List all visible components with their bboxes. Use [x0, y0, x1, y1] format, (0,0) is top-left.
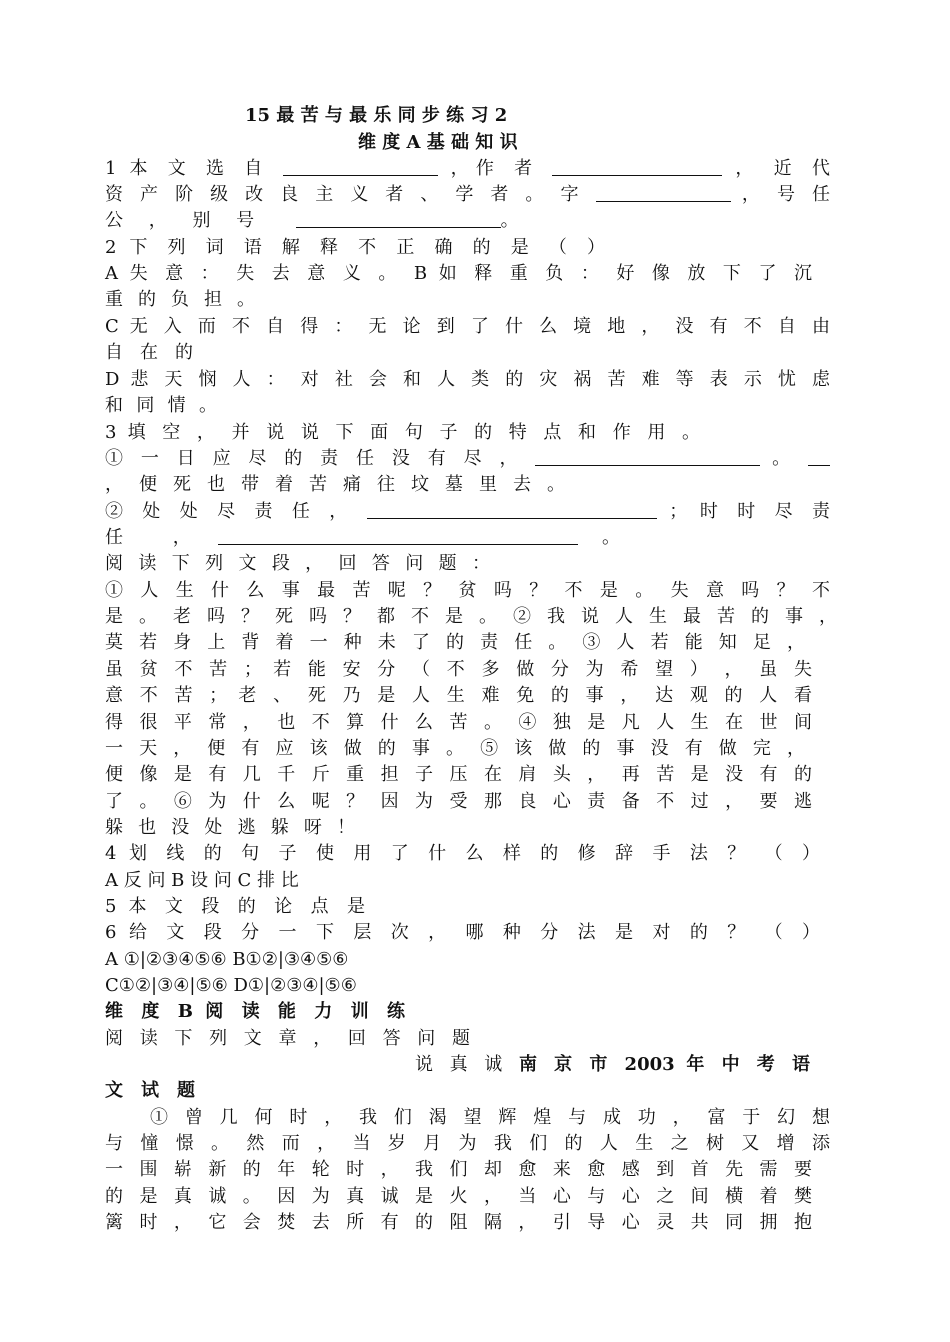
answer-blank-fill-2[interactable] [367, 500, 657, 519]
passage-line: 便 像 是 有 几 千 斤 重 担 子 压 在 肩 头 ， 再 苦 是 没 有 的 [105, 764, 812, 785]
passage-line: 虽 贫 不 苦 ； 若 能 安 分 （ 不 多 做 分 为 希 望 ） ， 虽 失 [105, 659, 812, 680]
section-a-heading: 维 度 A 基 础 知 识 [358, 132, 518, 153]
article-line: 一 围 崭 新 的 年 轮 时 ， 我 们 却 愈 来 愈 感 到 首 先 需 要 [105, 1159, 812, 1180]
answer-blank-fill-3[interactable] [218, 526, 578, 545]
question-3-item-2: ② 处 处 尽 责 任 ， ； 时 时 尽 责 [105, 501, 830, 522]
section-b-intro: 阅 读 下 列 文 章 ， 回 答 问 题 [105, 1028, 470, 1049]
question-2-option-a-b: A 失 意 ： 失 去 意 义 。 B 如 释 重 负 ： 好 像 放 下 了 沉 [105, 263, 812, 284]
question-2-option-d: D 悲 天 悯 人 ： 对 社 会 和 人 类 的 灾 祸 苦 难 等 表 示 忧 虑 [105, 369, 830, 390]
answer-blank-fill-1b[interactable] [808, 447, 830, 466]
article-line: 的 是 真 诚 。 因 为 真 诚 是 火 ， 当 心 与 心 之 间 横 着 樊 [105, 1186, 812, 1207]
article-title: 说 真 诚 南 京 市 2003 年 中 考 语 [415, 1054, 810, 1075]
passage-line: 意 不 苦 ； 老 、 死 乃 是 人 生 难 免 的 事 ， 达 观 的 人 看 [105, 685, 812, 706]
answer-blank-fill-1[interactable] [535, 447, 760, 466]
question-2-option-c: C 无 入 而 不 自 得 ： 无 论 到 了 什 么 境 地 ， 没 有 不 自 由 [105, 316, 830, 337]
passage-line: 是 。 老 吗 ？ 死 吗 ？ 都 不 是 。 ② 我 说 人 生 最 苦 的 事 ， [105, 606, 837, 627]
question-2-option-c-cont: 自 在 的 [105, 342, 193, 363]
question-5-stem: 5 本 文 段 的 论 点 是 [105, 896, 365, 917]
article-title-cont: 文 试 题 [105, 1080, 195, 1101]
article-line: 与 憧 憬 。 然 而 ， 当 岁 月 为 我 们 的 人 生 之 树 又 增 添 [105, 1133, 830, 1154]
question-6-options-a-b: A ①|②③④⑤⑥ B①②|③④⑤⑥ [105, 949, 349, 970]
question-2-stem: 2 下 列 词 语 解 释 不 正 确 的 是 （ ） [105, 237, 605, 258]
section-b-heading: 维 度 B 阅 读 能 力 训 练 [105, 1001, 405, 1022]
question-2-option-d-cont: 和 同 情 。 [105, 395, 217, 416]
question-6-options-c-d: C①②|③④|⑤⑥ D①|②③④|⑤⑥ [105, 975, 357, 996]
answer-blank-courtesy-name[interactable] [596, 183, 731, 202]
answer-blank-author[interactable] [552, 157, 722, 176]
worksheet-title: 15 最 苦 与 最 乐 同 步 练 习 2 [245, 105, 508, 126]
question-2-option-b-cont: 重 的 负 担 。 [105, 289, 255, 310]
article-line: 篱 时 ， 它 会 焚 去 所 有 的 阻 隔 ， 引 导 心 灵 共 同 拥 抱 [105, 1212, 812, 1233]
question-1-line-3: 公 ， 别 号 。 [105, 210, 519, 231]
question-3-stem: 3 填 空 ， 并 说 说 下 面 句 子 的 特 点 和 作 用 。 [105, 422, 701, 443]
passage-line: 一 天 ， 便 有 应 该 做 的 事 。 ⑤ 该 做 的 事 没 有 做 完 ， [105, 738, 805, 759]
question-4-stem: 4 划 线 的 句 子 使 用 了 什 么 样 的 修 辞 手 法 ？ （ ） [105, 843, 820, 864]
question-1-line-1: 1 本 文 选 自 ，作 者 ， 近 代 [105, 158, 830, 179]
article-line: ① 曾 几 何 时 ， 我 们 渴 望 辉 煌 与 成 功 ， 富 于 幻 想 [150, 1107, 830, 1128]
question-3-item-1: ① 一 日 应 尽 的 责 任 没 有 尽 ， 。 [105, 446, 830, 472]
passage-line: 得 很 平 常 ， 也 不 算 什 么 苦 。 ④ 独 是 凡 人 生 在 世 间 [105, 712, 812, 733]
passage-line: 躲 也 没 处 逃 躲 呀 ！ [105, 817, 355, 838]
answer-blank-alias[interactable] [296, 209, 501, 228]
question-1-line-2: 资 产 阶 级 改 良 主 义 者 、 学 者 。 字 ， 号 任 [105, 184, 830, 205]
question-4-options: A 反 问 B 设 问 C 排 比 [105, 870, 299, 891]
answer-blank-source[interactable] [283, 157, 438, 176]
question-3-item-2-cont: 任 ， 。 [105, 527, 620, 548]
question-6-stem: 6 给 文 段 分 一 下 层 次 ， 哪 种 分 法 是 对 的 ？ （ ） [105, 922, 820, 943]
reading-intro: 阅 读 下 列 文 段 ， 回 答 问 题 ： [105, 553, 490, 574]
question-3-item-1-cont: ， 便 死 也 带 着 苦 痛 往 坟 墓 里 去 。 [105, 474, 565, 495]
passage-line: 莫 若 身 上 背 着 一 种 未 了 的 责 任 。 ③ 人 若 能 知 足 ， [105, 632, 805, 653]
passage-line: ① 人 生 什 么 事 最 苦 呢 ？ 贫 吗 ？ 不 是 。 失 意 吗 ？ 不 [105, 580, 830, 601]
passage-line: 了 。 ⑥ 为 什 么 呢 ？ 因 为 受 那 良 心 责 备 不 过 ， 要 逃 [105, 791, 812, 812]
